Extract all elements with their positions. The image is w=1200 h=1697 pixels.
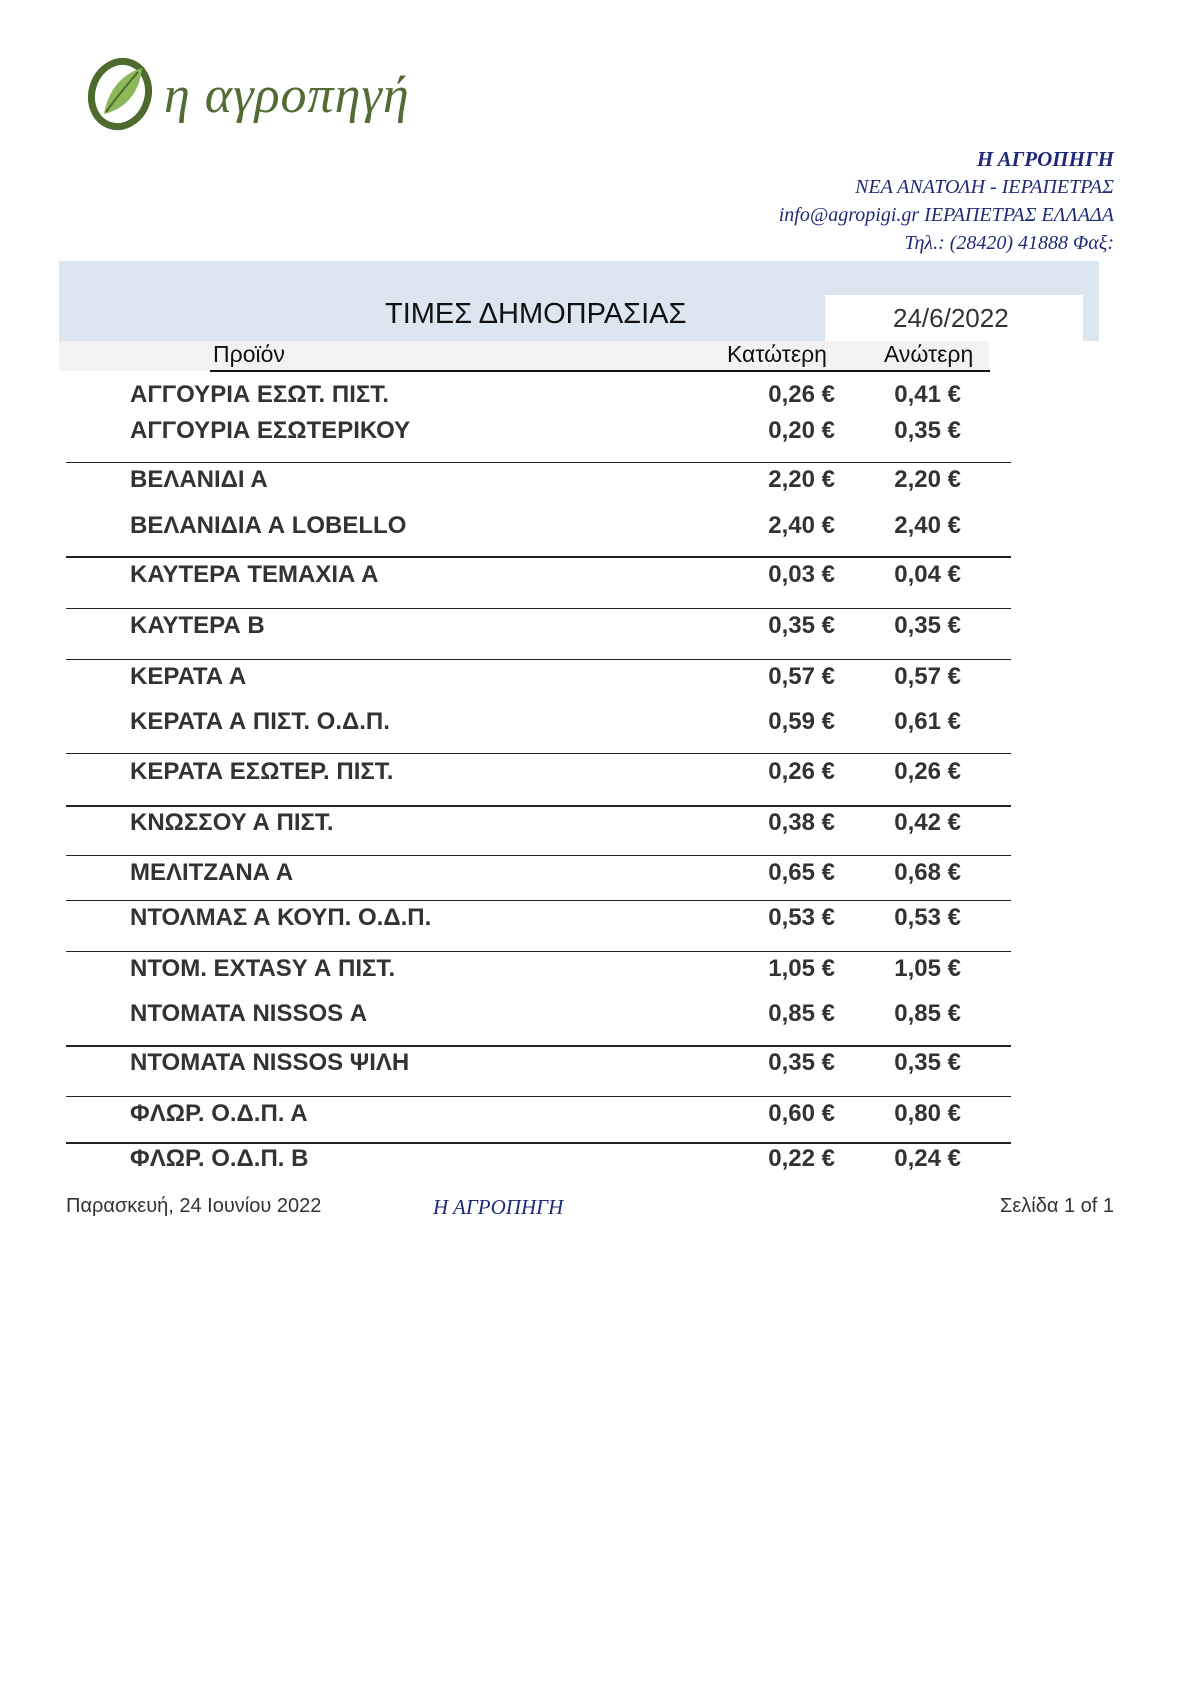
- low-price: 0,20 €: [768, 417, 835, 444]
- table-row: [0, 859, 1200, 899]
- column-header-low: Κατώτερη: [727, 341, 827, 367]
- high-price: 0,35 €: [894, 1049, 961, 1076]
- low-price: 0,53 €: [768, 904, 835, 931]
- table-row: [0, 1049, 1200, 1089]
- high-price: 0,80 €: [894, 1100, 961, 1127]
- table-row: [0, 1000, 1200, 1040]
- high-price: 1,05 €: [894, 955, 961, 982]
- row-divider: [66, 608, 1011, 609]
- auction-date: 24/6/2022: [893, 303, 1009, 333]
- product-name: ΑΓΓΟΥΡΙΑ ΕΣΩΤΕΡΙΚΟΥ: [130, 417, 411, 444]
- low-price: 0,65 €: [768, 859, 835, 886]
- logo-text: η αγροπηγή: [164, 67, 410, 124]
- low-price: 0,85 €: [768, 1000, 835, 1027]
- row-divider: [66, 659, 1011, 660]
- company-name: Η ΑΓΡΟΠΗΓΗ: [976, 147, 1114, 171]
- high-price: 2,40 €: [894, 512, 961, 539]
- low-price: 0,22 €: [768, 1145, 835, 1172]
- row-divider: [66, 855, 1011, 856]
- table-row: [0, 708, 1200, 748]
- company-phone: Τηλ.: (28420) 41888 Φαξ:: [904, 232, 1114, 254]
- high-price: 2,20 €: [894, 466, 961, 493]
- product-name: ΑΓΓΟΥΡΙΑ ΕΣΩΤ. ΠΙΣΤ.: [130, 381, 389, 408]
- row-divider: [66, 1096, 1011, 1097]
- low-price: 0,60 €: [768, 1100, 835, 1127]
- product-name: ΚΕΡΑΤΑ ΕΣΩΤΕΡ. ΠΙΣΤ.: [130, 758, 394, 785]
- product-name: ΦΛΩΡ. Ο.Δ.Π. Α: [130, 1100, 308, 1127]
- product-name: ΝΤΟΜΑΤΑ NISSOS Α: [130, 1000, 368, 1027]
- table-row: [0, 612, 1200, 652]
- high-price: 0,35 €: [894, 417, 961, 444]
- row-divider: [66, 1142, 1011, 1144]
- low-price: 0,26 €: [768, 758, 835, 785]
- low-price: 0,35 €: [768, 612, 835, 639]
- low-price: 0,03 €: [768, 561, 835, 588]
- product-name: ΚΑΥΤΕΡΑ ΤΕΜΑΧΙΑ Α: [130, 561, 379, 588]
- product-name: ΝΤΟΜΑΤΑ NISSOS ΨΙΛΗ: [130, 1049, 410, 1076]
- low-price: 0,35 €: [768, 1049, 835, 1076]
- high-price: 0,41 €: [894, 381, 961, 408]
- high-price: 0,42 €: [894, 809, 961, 836]
- row-divider: [66, 951, 1011, 952]
- company-address: ΝΕΑ ΑΝΑΤΟΛΗ - ΙΕΡΑΠΕΤΡΑΣ: [855, 176, 1114, 198]
- table-row: [0, 381, 1200, 421]
- table-row: [0, 417, 1200, 457]
- footer-page-number: Σελίδα 1 of 1: [999, 1195, 1114, 1217]
- product-name: ΚΕΡΑΤΑ Α ΠΙΣΤ. Ο.Δ.Π.: [130, 708, 390, 735]
- company-info: [779, 145, 1114, 257]
- product-name: ΒΕΛΑΝΙΔΙ Α: [130, 466, 268, 493]
- table-row: [0, 758, 1200, 798]
- row-divider: [66, 753, 1011, 754]
- table-row: [0, 512, 1200, 552]
- row-divider: [66, 556, 1011, 558]
- high-price: 0,85 €: [894, 1000, 961, 1027]
- product-name: ΚΑΥΤΕΡΑ Β: [130, 612, 265, 639]
- table-row: [0, 663, 1200, 703]
- table-row: [0, 1145, 1200, 1185]
- high-price: 0,68 €: [894, 859, 961, 886]
- low-price: 0,26 €: [768, 381, 835, 408]
- table-row: [0, 904, 1200, 944]
- page-title: ΤΙΜΕΣ ΔΗΜΟΠΡΑΣΙΑΣ: [385, 298, 687, 330]
- low-price: 1,05 €: [768, 955, 835, 982]
- row-divider: [66, 805, 1011, 807]
- low-price: 0,59 €: [768, 708, 835, 735]
- table-row: [0, 809, 1200, 849]
- column-header-product: Προϊόν: [213, 341, 285, 367]
- product-name: ΚΝΩΣΣΟΥ Α ΠΙΣΤ.: [130, 809, 334, 836]
- row-divider: [66, 1045, 1011, 1047]
- leaf-icon: [86, 56, 156, 132]
- low-price: 2,20 €: [768, 466, 835, 493]
- high-price: 0,35 €: [894, 612, 961, 639]
- high-price: 0,61 €: [894, 708, 961, 735]
- high-price: 0,24 €: [894, 1145, 961, 1172]
- product-name: ΚΕΡΑΤΑ Α: [130, 663, 247, 690]
- product-name: ΝΤΟΛΜΑΣ Α ΚΟΥΠ. Ο.Δ.Π.: [130, 904, 432, 931]
- high-price: 0,26 €: [894, 758, 961, 785]
- high-price: 0,57 €: [894, 663, 961, 690]
- table-row: [0, 561, 1200, 601]
- low-price: 2,40 €: [768, 512, 835, 539]
- column-header-bar: [59, 341, 989, 371]
- high-price: 0,53 €: [894, 904, 961, 931]
- product-name: ΒΕΛΑΝΙΔΙΑ Α LOBELLO: [130, 512, 407, 539]
- column-header-high: Ανώτερη: [884, 341, 974, 367]
- low-price: 0,38 €: [768, 809, 835, 836]
- footer-company: Η ΑΓΡΟΠΗΓΗ: [433, 1195, 564, 1219]
- column-header-underline: [210, 370, 990, 372]
- table-row: [0, 955, 1200, 995]
- row-divider: [66, 900, 1011, 901]
- table-row: [0, 1100, 1200, 1140]
- row-divider: [66, 462, 1011, 463]
- company-logo: [86, 56, 410, 146]
- low-price: 0,57 €: [768, 663, 835, 690]
- product-name: ΜΕΛΙΤΖΑΝΑ Α: [130, 859, 294, 886]
- high-price: 0,04 €: [894, 561, 961, 588]
- company-email: info@agropigi.gr ΙΕΡΑΠΕΤΡΑΣ ΕΛΛΑΔΑ: [778, 204, 1114, 226]
- footer-date: Παρασκευή, 24 Ιουνίου 2022: [66, 1195, 322, 1217]
- product-name: ΝΤΟΜ. EXTASY Α ΠΙΣΤ.: [130, 955, 396, 982]
- table-row: [0, 466, 1200, 506]
- product-name: ΦΛΩΡ. Ο.Δ.Π. Β: [130, 1145, 309, 1172]
